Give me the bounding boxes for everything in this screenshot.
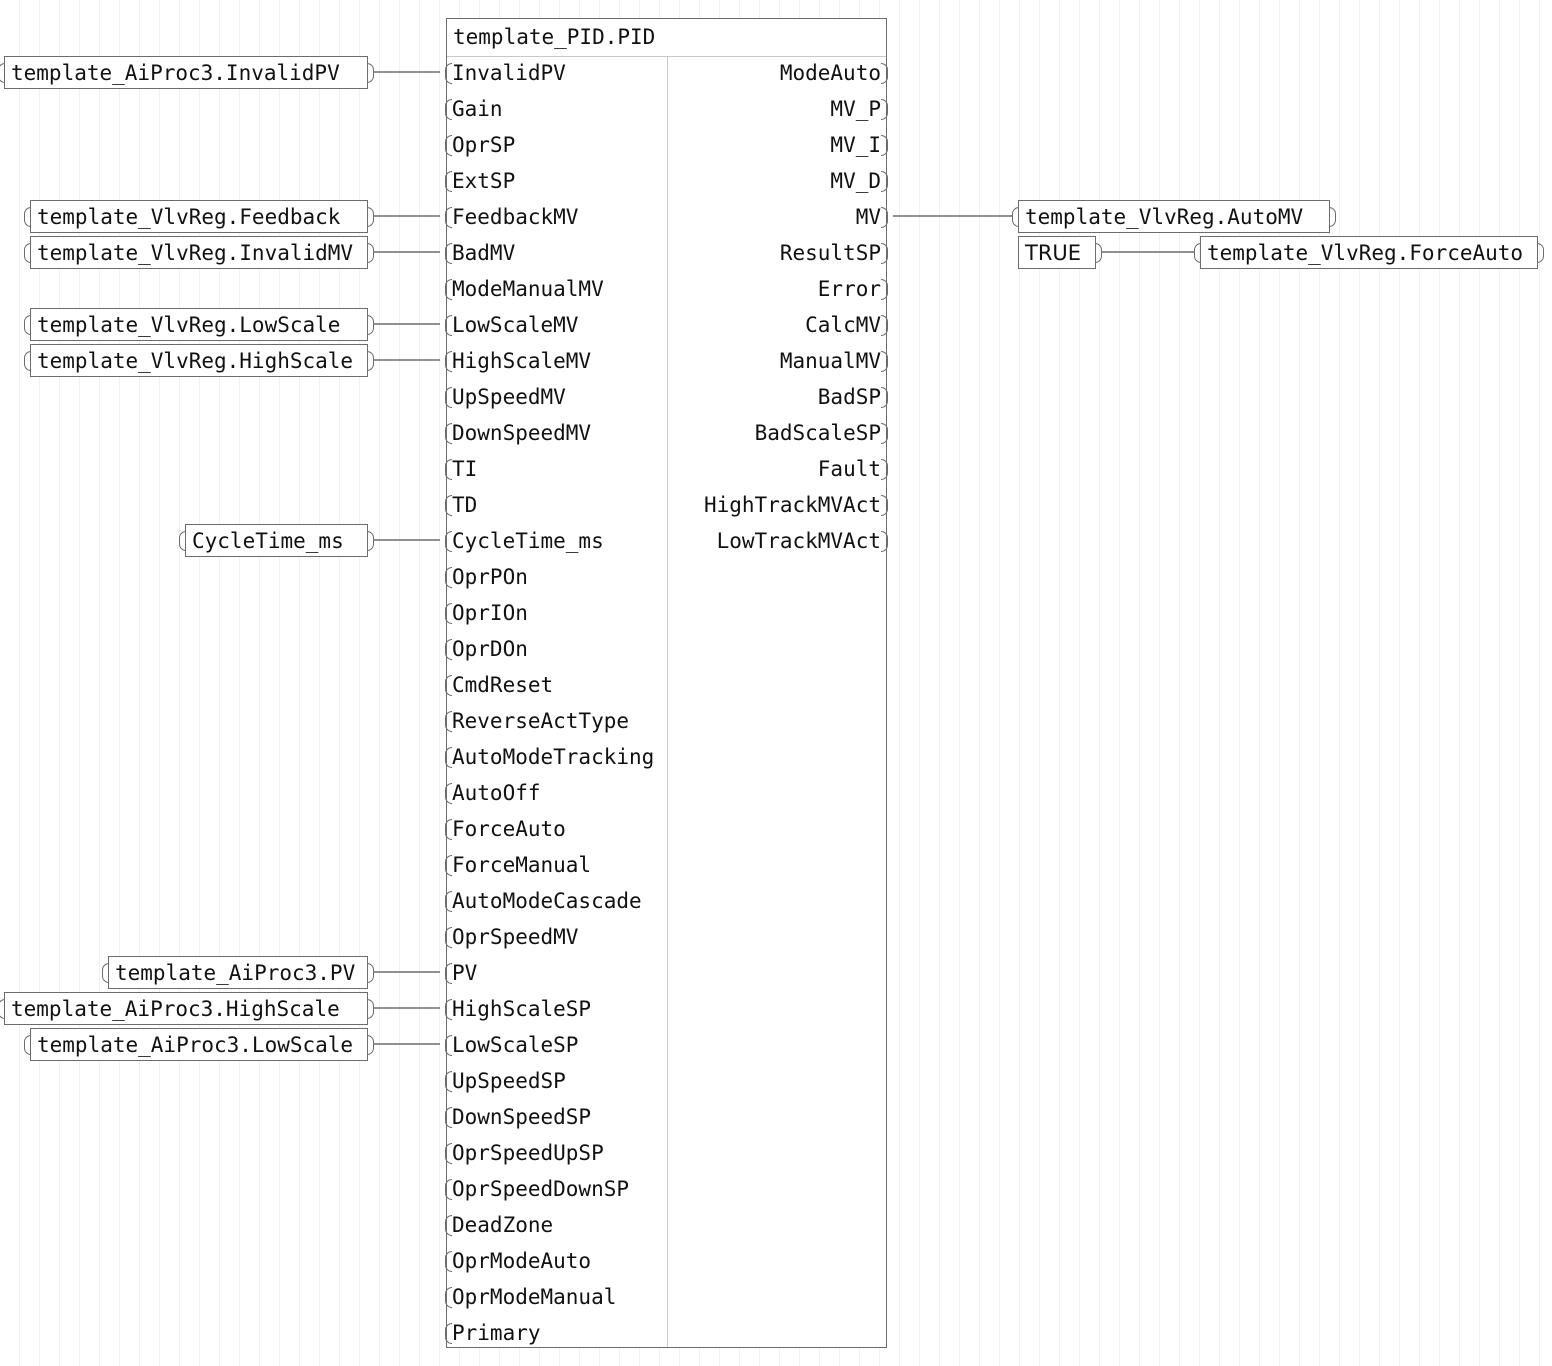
input-pin-downspeedmv[interactable]: DownSpeedMV bbox=[452, 418, 591, 448]
input-pin-oprdon[interactable]: OprDOn bbox=[452, 634, 528, 664]
input-variable-block[interactable] bbox=[30, 236, 368, 269]
input-pin-deadzone[interactable]: DeadZone bbox=[452, 1210, 553, 1240]
input-pin-cycletime-ms[interactable]: CycleTime_ms bbox=[452, 526, 604, 556]
input-pin-modemanualmv[interactable]: ModeManualMV bbox=[452, 274, 604, 304]
input-pin-forcemanual[interactable]: ForceManual bbox=[452, 850, 591, 880]
input-pin-feedbackmv[interactable]: FeedbackMV bbox=[452, 202, 578, 232]
input-pin-gain[interactable]: Gain bbox=[452, 94, 503, 124]
output-pin-badscalesp[interactable]: BadScaleSP bbox=[755, 418, 881, 448]
input-pin-forceauto[interactable]: ForceAuto bbox=[452, 814, 566, 844]
output-pin-fault[interactable]: Fault bbox=[818, 454, 881, 484]
input-pin-lowscalemv[interactable]: LowScaleMV bbox=[452, 310, 578, 340]
input-pin-oprmodeauto[interactable]: OprModeAuto bbox=[452, 1246, 591, 1276]
input-variable-block[interactable] bbox=[30, 308, 368, 341]
input-pin-invalidpv[interactable]: InvalidPV bbox=[452, 58, 566, 88]
input-pin-oprspeeddownsp[interactable]: OprSpeedDownSP bbox=[452, 1174, 629, 1204]
input-pin-oprpon[interactable]: OprPOn bbox=[452, 562, 528, 592]
input-variable-block[interactable] bbox=[30, 1028, 368, 1061]
input-variable-label: template_VlvReg.LowScale bbox=[37, 313, 341, 337]
input-pin-oprion[interactable]: OprIOn bbox=[452, 598, 528, 628]
input-pin-pv[interactable]: PV bbox=[452, 958, 477, 988]
constant-target-label: template_VlvReg.ForceAuto bbox=[1207, 241, 1524, 265]
function-block-title: template_PID.PID bbox=[447, 19, 886, 57]
input-pin-oprspeedmv[interactable]: OprSpeedMV bbox=[452, 922, 578, 952]
output-pin-resultsp[interactable]: ResultSP bbox=[780, 238, 881, 268]
input-pin-highscalesp[interactable]: HighScaleSP bbox=[452, 994, 591, 1024]
input-pin-oprsp[interactable]: OprSP bbox=[452, 130, 515, 160]
output-pin-badsp[interactable]: BadSP bbox=[818, 382, 881, 412]
output-pin-calcmv[interactable]: CalcMV bbox=[805, 310, 881, 340]
input-variable-label: template_AiProc3.InvalidPV bbox=[11, 61, 340, 85]
input-variable-block[interactable] bbox=[108, 956, 368, 989]
pin-column-divider bbox=[667, 56, 668, 1347]
input-variable-block[interactable] bbox=[4, 56, 368, 89]
input-variable-block[interactable] bbox=[30, 200, 368, 233]
input-pin-oprspeedupsp[interactable]: OprSpeedUpSP bbox=[452, 1138, 604, 1168]
input-pin-automodetracking[interactable]: AutoModeTracking bbox=[452, 742, 654, 772]
input-pin-badmv[interactable]: BadMV bbox=[452, 238, 515, 268]
output-pin-lowtrackmvact[interactable]: LowTrackMVAct bbox=[717, 526, 881, 556]
output-pin-modeauto[interactable]: ModeAuto bbox=[780, 58, 881, 88]
input-pin-highscalemv[interactable]: HighScaleMV bbox=[452, 346, 591, 376]
input-pin-cmdreset[interactable]: CmdReset bbox=[452, 670, 553, 700]
constant-value: TRUE bbox=[1025, 241, 1082, 265]
output-variable-label: template_VlvReg.AutoMV bbox=[1025, 205, 1304, 229]
output-pin-mv-p[interactable]: MV_P bbox=[830, 94, 881, 124]
input-variable-label: CycleTime_ms bbox=[192, 529, 344, 553]
input-pin-oprmodemanual[interactable]: OprModeManual bbox=[452, 1282, 616, 1312]
output-pin-hightrackmvact[interactable]: HighTrackMVAct bbox=[704, 490, 881, 520]
input-pin-automodecascade[interactable]: AutoModeCascade bbox=[452, 886, 642, 916]
output-pin-manualmv[interactable]: ManualMV bbox=[780, 346, 881, 376]
input-pin-primary[interactable]: Primary bbox=[452, 1318, 541, 1348]
constant-true-block[interactable] bbox=[1018, 236, 1096, 269]
output-variable-block[interactable] bbox=[1018, 200, 1330, 233]
output-pin-mv-d[interactable]: MV_D bbox=[830, 166, 881, 196]
output-pin-error[interactable]: Error bbox=[818, 274, 881, 304]
input-variable-label: template_VlvReg.InvalidMV bbox=[37, 241, 354, 265]
input-pin-td[interactable]: TD bbox=[452, 490, 477, 520]
input-pin-upspeedsp[interactable]: UpSpeedSP bbox=[452, 1066, 566, 1096]
input-variable-block[interactable] bbox=[4, 992, 368, 1025]
input-variable-label: template_VlvReg.HighScale bbox=[37, 349, 354, 373]
input-pin-lowscalesp[interactable]: LowScaleSP bbox=[452, 1030, 578, 1060]
constant-target-variable[interactable] bbox=[1200, 236, 1538, 269]
output-pin-mv[interactable]: MV bbox=[856, 202, 881, 232]
input-variable-label: template_AiProc3.LowScale bbox=[37, 1033, 354, 1057]
pid-function-block[interactable] bbox=[446, 18, 887, 1348]
input-pin-autooff[interactable]: AutoOff bbox=[452, 778, 541, 808]
input-variable-block[interactable] bbox=[185, 524, 368, 557]
input-pin-ti[interactable]: TI bbox=[452, 454, 477, 484]
input-variable-block[interactable] bbox=[30, 344, 368, 377]
input-pin-extsp[interactable]: ExtSP bbox=[452, 166, 515, 196]
output-pin-mv-i[interactable]: MV_I bbox=[830, 130, 881, 160]
input-pin-reverseacttype[interactable]: ReverseActType bbox=[452, 706, 629, 736]
input-pin-downspeedsp[interactable]: DownSpeedSP bbox=[452, 1102, 591, 1132]
input-pin-upspeedmv[interactable]: UpSpeedMV bbox=[452, 382, 566, 412]
input-variable-label: template_AiProc3.PV bbox=[115, 961, 356, 985]
input-variable-label: template_AiProc3.HighScale bbox=[11, 997, 340, 1021]
input-variable-label: template_VlvReg.Feedback bbox=[37, 205, 341, 229]
